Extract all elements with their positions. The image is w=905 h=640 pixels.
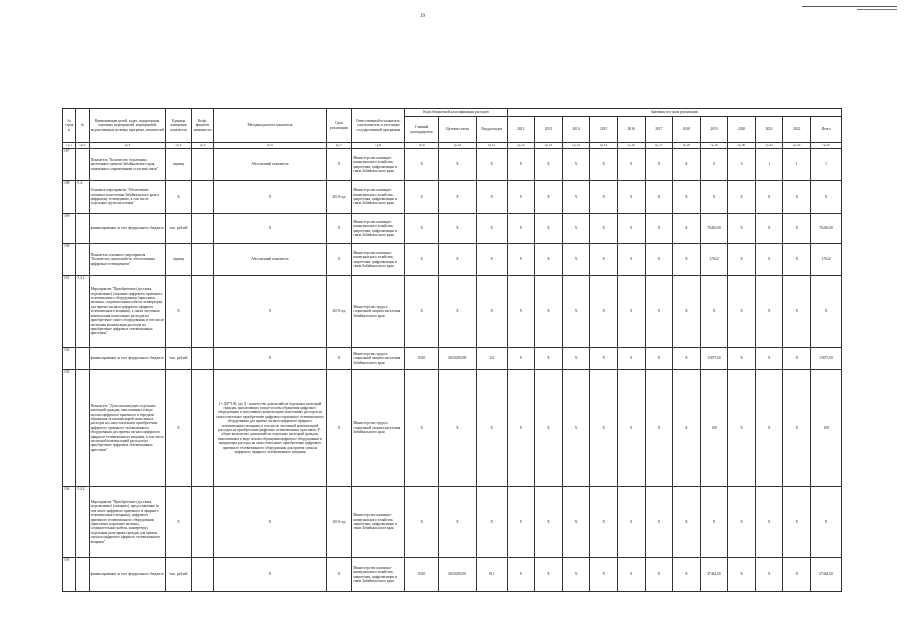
method-cell: X	[214, 276, 326, 348]
header-grbs: Главный распорядитель	[405, 117, 439, 143]
header-year: 2018	[673, 117, 701, 143]
year-value-cell: X	[673, 487, 701, 558]
coefficient-cell	[191, 181, 213, 214]
grbs-cell: X	[405, 244, 439, 276]
year-value-cell: X	[783, 558, 811, 592]
column-number: гр.23	[811, 143, 842, 149]
year-value-cell: X	[645, 214, 673, 244]
executor-cell: Министерство труда и социальной защиты населения Забайкальского края	[352, 348, 405, 370]
year-value-cell: X	[590, 276, 618, 348]
row-number-cell: 190	[63, 244, 76, 276]
column-number: гр.8	[352, 143, 405, 149]
year-value-cell: 76450,00	[700, 214, 728, 244]
year-value-cell: X	[645, 370, 673, 487]
total-value-cell: 47464,00	[811, 558, 842, 592]
target-item-cell: X	[439, 181, 477, 214]
table-row	[63, 558, 842, 592]
item-name-cell: Мероприятие "Приобретение (доставка, подключение) (оказание цифрового приемного телевизионного оборудования (приставки, антенны, соединительные кабели, конвертеры) для приема сигнала цифрового эфирного телевизионного вещания), а также частичная компенсация понесенных расходов на приобретение такого оборудования, в том числе частичная компенсация расходов на приобретение цифровых телевизионных приставок"	[89, 276, 166, 348]
item-number-cell	[76, 214, 89, 244]
year-value-cell: X	[783, 244, 811, 276]
table-row	[63, 370, 842, 487]
year-value-cell: X	[728, 487, 756, 558]
year-value-cell: X	[535, 181, 563, 214]
term-cell: X	[326, 348, 352, 370]
grbs-cell: X	[405, 214, 439, 244]
executor-cell: Министерство труда и социальной защиты населения Забайкальского края	[352, 276, 405, 348]
header-values-by-year: Значения по годам реализации	[507, 109, 841, 117]
header-expense-type: Вид расходов	[476, 117, 507, 143]
expense-type-cell: X	[476, 487, 507, 558]
unit-cell: единиц	[166, 149, 192, 181]
term-cell: X	[326, 370, 352, 487]
method-cell: Абсолютный показатель	[214, 244, 326, 276]
expense-type-cell: X	[476, 181, 507, 214]
year-value-cell: X	[507, 348, 535, 370]
grbs-cell: X	[405, 276, 439, 348]
year-value-cell: X	[755, 214, 783, 244]
year-value-cell: X	[507, 149, 535, 181]
method-cell: X	[214, 558, 326, 592]
header-year: 2016	[617, 117, 645, 143]
year-value-cell: X	[755, 370, 783, 487]
coefficient-cell	[191, 370, 213, 487]
method-cell: I = Д/Р*100, где Д - количество домохозяйств отдельных категорий граждан, выплативших в виде оплаты обращения цифрового оборудования и получивших компенсацию понесенных расходов на самостоятельное приобретение цифрового приемного телевизионного оборудования для приема сигнала цифрового эфирного телевизионного вещания, в том числе частичной компенсацией расходов на приобретение цифровых телевизионных приставок; Р - общее количество домохозяйств отдельных категорий граждан, выплативших в виде оплаты обращения цифрового оборудования и ожидающих расходы на самостоятельное приобретение цифрового приемного телевизионного оборудования для приема сигнала цифрового эфирного телевизионного вещания	[214, 370, 326, 487]
year-value-cell: X	[755, 244, 783, 276]
unit-cell: X	[166, 276, 192, 348]
grbs-cell: X	[405, 181, 439, 214]
coefficient-cell	[191, 149, 213, 181]
item-number-cell	[76, 558, 89, 592]
item-number-cell	[76, 348, 89, 370]
unit-cell: X	[166, 487, 192, 558]
year-value-cell: X	[590, 558, 618, 592]
header-year: 2020	[728, 117, 756, 143]
year-value-cell: X	[700, 487, 728, 558]
row-number-cell: 193	[63, 370, 76, 487]
column-number: гр.4	[166, 143, 192, 149]
year-value-cell: X	[728, 370, 756, 487]
term-cell: X	[326, 149, 352, 181]
grbs-cell: 8410	[405, 348, 439, 370]
item-number-cell: 5.4.2.	[76, 487, 89, 558]
coefficient-cell	[191, 487, 213, 558]
column-number: гр.5	[191, 143, 213, 149]
year-value-cell: X	[535, 149, 563, 181]
column-number: гр.2	[76, 143, 89, 149]
year-value-cell: X	[755, 348, 783, 370]
column-number: гр.1	[63, 143, 76, 149]
method-cell: X	[214, 348, 326, 370]
year-value-cell: X	[783, 487, 811, 558]
target-item-cell: 0650450291	[439, 558, 477, 592]
coefficient-cell	[191, 276, 213, 348]
year-value-cell: X	[728, 348, 756, 370]
column-number: гр.16	[617, 143, 645, 149]
year-value-cell: X	[507, 181, 535, 214]
year-value-cell: X	[617, 487, 645, 558]
term-cell: 2019 год	[326, 276, 352, 348]
method-cell: X	[214, 181, 326, 214]
year-value-cell: X	[535, 276, 563, 348]
executor-cell: Министерство труда и социальной защиты населения Забайкальского края	[352, 370, 405, 487]
table-row	[63, 244, 842, 276]
unit-cell: X	[166, 181, 192, 214]
term-cell: 2019 год	[326, 487, 352, 558]
method-cell: X	[214, 214, 326, 244]
year-value-cell: X	[590, 348, 618, 370]
row-number-cell: 189	[63, 214, 76, 244]
year-value-cell: X	[617, 370, 645, 487]
page-number: 19	[420, 14, 425, 19]
header-total: Итого	[811, 117, 842, 143]
expense-type-cell: 811	[476, 558, 507, 592]
expense-type-cell: X	[476, 276, 507, 348]
expense-type-cell: X	[476, 149, 507, 181]
column-number: гр.18	[673, 143, 701, 149]
column-number: гр.17	[645, 143, 673, 149]
year-value-cell: X	[617, 149, 645, 181]
header-budget-codes: Коды бюджетной классификации расходов	[405, 109, 507, 117]
item-name-cell: финансирование за счет федерального бюджета	[89, 214, 166, 244]
executor-cell: Министерство жилищно-коммунального хозяйства, энергетики, цифровизации и связи Забайкальского края	[352, 181, 405, 214]
executor-cell: Министерство жилищно-коммунального хозяйства, энергетики, цифровизации и связи Забайкальского края	[352, 149, 405, 181]
column-number: гр.6	[214, 143, 326, 149]
header-method: Методика расчета показателя	[214, 109, 326, 143]
total-value-cell: 100	[811, 370, 842, 487]
column-number: гр.11	[476, 143, 507, 149]
item-name-cell: Показатель основного мероприятия "Количество домохозяйств, обеспеченных цифровым телевидением"	[89, 244, 166, 276]
table-row	[63, 487, 842, 558]
year-value-cell: X	[645, 558, 673, 592]
year-value-cell: X	[590, 370, 618, 487]
unit-cell: %	[166, 370, 192, 487]
target-item-cell: X	[439, 149, 477, 181]
header-year: 2014	[562, 117, 590, 143]
header-year: 2017	[645, 117, 673, 143]
item-name-cell: Мероприятие "Приобретение (доставка, подключение) (оказание), предоставление (в том числе цифрового приемного и эфирного телевизионного вещания), цифрового приемного телевизионного оборудования (приставки, наружные антенны, соединительные кабели, конвертеры) отдельным категориям граждан для приема сигнала цифрового эфирного телевизионного вещания"	[89, 487, 166, 558]
expense-type-cell: 321	[476, 348, 507, 370]
column-number: гр.22	[783, 143, 811, 149]
year-value-cell: X	[590, 487, 618, 558]
year-value-cell: X	[673, 181, 701, 214]
executor-cell: Министерство жилищно-коммунального хозяйства, энергетики, цифровизации и связи Забайкальского края	[352, 558, 405, 592]
corner-line-short	[857, 9, 897, 10]
year-value-cell: X	[728, 276, 756, 348]
year-value-cell: X	[535, 558, 563, 592]
year-value-cell: X	[673, 276, 701, 348]
grbs-cell: X	[405, 370, 439, 487]
expense-type-cell: X	[476, 244, 507, 276]
year-value-cell: X	[507, 370, 535, 487]
header-coefficient: Коэф-фициент значимости	[191, 109, 213, 143]
column-number: гр.10	[439, 143, 477, 149]
table-body	[63, 149, 842, 592]
item-name-cell: Основное мероприятие "Обеспечение готовности населения Забайкальского края к цифровому телевидению, в том числе отдельных групп населения"	[89, 181, 166, 214]
header-term: Срок реализации	[326, 109, 352, 143]
year-value-cell: X	[783, 370, 811, 487]
item-number-cell	[76, 244, 89, 276]
method-cell: X	[214, 487, 326, 558]
year-value-cell: X	[507, 214, 535, 244]
program-table	[62, 108, 842, 592]
header-executor: Ответственный исполнитель, соисполнитель и участники государственной программы	[352, 109, 405, 143]
term-cell: X	[326, 214, 352, 244]
header-year: 2015	[590, 117, 618, 143]
expense-type-cell: X	[476, 214, 507, 244]
column-number: гр.14	[562, 143, 590, 149]
table-row	[63, 276, 842, 348]
header-year: 2012	[507, 117, 535, 143]
term-cell: X	[326, 244, 352, 276]
header-unit: Единица измерения показателя	[166, 109, 192, 143]
target-item-cell: X	[439, 214, 477, 244]
coefficient-cell	[191, 558, 213, 592]
item-name-cell: Показатель "Количество отдаленных населенных пунктов Забайкальского края, охваченных современными услугами связи"	[89, 149, 166, 181]
year-value-cell: X	[590, 244, 618, 276]
target-item-cell: X	[439, 276, 477, 348]
column-number: гр.21	[755, 143, 783, 149]
header-year: 2013	[535, 117, 563, 143]
table-row	[63, 214, 842, 244]
header-name: Наименование целей, задач, подпрограмм, основных мероприятий, мероприятий, ведомственных целевых программ, показателей	[89, 109, 166, 143]
executor-cell: Министерство жилищно-коммунального хозяйства, энергетики, цифровизации и связи Забайкальского края	[352, 214, 405, 244]
year-value-cell: X	[617, 181, 645, 214]
total-value-cell: 27624	[811, 244, 842, 276]
year-value-cell: X	[755, 181, 783, 214]
year-value-cell: X	[590, 181, 618, 214]
year-value-cell: X	[645, 348, 673, 370]
year-value-cell: X	[535, 348, 563, 370]
executor-cell: Министерство жилищно-коммунального хозяйства, энергетики, цифровизации и связи Забайкальского края	[352, 244, 405, 276]
year-value-cell: X	[673, 244, 701, 276]
header-year: 2019	[700, 117, 728, 143]
row-number-cell: 194	[63, 487, 76, 558]
grbs-cell: X	[405, 487, 439, 558]
column-number: гр.12	[507, 143, 535, 149]
column-number: гр.3	[89, 143, 166, 149]
target-item-cell: X	[439, 244, 477, 276]
unit-cell: тыс. рублей	[166, 214, 192, 244]
year-value-cell: X	[562, 181, 590, 214]
column-number: гр.7	[326, 143, 352, 149]
table-row	[63, 348, 842, 370]
year-value-cell: X	[507, 558, 535, 592]
total-value-cell: X	[811, 181, 842, 214]
year-value-cell: X	[617, 244, 645, 276]
total-value-cell: 13875,00	[811, 348, 842, 370]
header-year: 2021	[755, 117, 783, 143]
year-value-cell: X	[645, 149, 673, 181]
year-value-cell: X	[728, 558, 756, 592]
column-number: гр.19	[700, 143, 728, 149]
year-value-cell: X	[617, 276, 645, 348]
coefficient-cell	[191, 214, 213, 244]
year-value-cell: 47464,00	[700, 558, 728, 592]
year-value-cell: X	[673, 348, 701, 370]
executor-cell: Министерство жилищно-коммунального хозяйства, энергетики, цифровизации и связи Забайкальского края	[352, 487, 405, 558]
year-value-cell: X	[535, 244, 563, 276]
year-value-cell: X	[562, 276, 590, 348]
row-number-cell: 188	[63, 181, 76, 214]
term-cell: 2019 год	[326, 181, 352, 214]
year-value-cell: X	[783, 214, 811, 244]
year-value-cell: 100	[700, 370, 728, 487]
year-value-cell: X	[783, 348, 811, 370]
coefficient-cell	[191, 244, 213, 276]
year-value-cell: X	[535, 214, 563, 244]
year-value-cell: X	[673, 149, 701, 181]
year-value-cell: X	[755, 276, 783, 348]
method-cell: Абсолютный показатель	[214, 149, 326, 181]
coefficient-cell	[191, 348, 213, 370]
year-value-cell: 0	[728, 149, 756, 181]
item-name-cell: финансирование за счет федерального бюджета	[89, 348, 166, 370]
year-value-cell: 0	[700, 149, 728, 181]
year-value-cell: X	[700, 276, 728, 348]
corner-line	[802, 6, 897, 7]
year-value-cell: X	[673, 370, 701, 487]
year-value-cell: X	[783, 181, 811, 214]
row-number-cell: 195	[63, 558, 76, 592]
year-value-cell: X	[645, 276, 673, 348]
year-value-cell: X	[562, 487, 590, 558]
year-value-cell: X	[645, 487, 673, 558]
year-value-cell: X	[755, 558, 783, 592]
year-value-cell: X	[507, 276, 535, 348]
row-number-cell: 187	[63, 149, 76, 181]
header-year: 2022	[783, 117, 811, 143]
year-value-cell: X	[755, 487, 783, 558]
item-name-cell: финансирование за счет федерального бюджета	[89, 558, 166, 592]
year-value-cell: X	[617, 348, 645, 370]
column-number: гр.20	[728, 143, 756, 149]
year-value-cell: X	[617, 214, 645, 244]
unit-cell: тыс. рублей	[166, 348, 192, 370]
year-value-cell: X	[617, 558, 645, 592]
total-value-cell: X	[811, 276, 842, 348]
item-number-cell: 5.4.	[76, 181, 89, 214]
year-value-cell: X	[562, 348, 590, 370]
column-number: гр.13	[535, 143, 563, 149]
year-value-cell: X	[673, 214, 701, 244]
year-value-cell: X	[562, 370, 590, 487]
item-number-cell	[76, 370, 89, 487]
year-value-cell: X	[728, 244, 756, 276]
header-number: №	[76, 109, 89, 143]
year-value-cell: 27624	[700, 244, 728, 276]
target-item-cell: 0650450290	[439, 348, 477, 370]
year-value-cell: X	[783, 276, 811, 348]
year-value-cell: 13875,00	[700, 348, 728, 370]
item-number-cell	[76, 149, 89, 181]
grbs-cell: 8410	[405, 558, 439, 592]
year-value-cell: X	[562, 214, 590, 244]
year-value-cell: X	[645, 244, 673, 276]
table-row	[63, 149, 842, 181]
target-item-cell: X	[439, 487, 477, 558]
year-value-cell: X	[673, 558, 701, 592]
header-target-item: Целевая статья	[439, 117, 477, 143]
grbs-cell: X	[405, 149, 439, 181]
column-number: гр.15	[590, 143, 618, 149]
year-value-cell: X	[700, 181, 728, 214]
unit-cell: единиц	[166, 244, 192, 276]
total-value-cell: X	[811, 487, 842, 558]
total-value-cell: 1	[811, 149, 842, 181]
year-value-cell: X	[507, 244, 535, 276]
header-row-number: № строки	[63, 109, 76, 143]
total-value-cell: 76450,00	[811, 214, 842, 244]
row-number-cell: 191	[63, 276, 76, 348]
year-value-cell: X	[645, 181, 673, 214]
year-value-cell: X	[562, 558, 590, 592]
year-value-cell: X	[535, 370, 563, 487]
table-row	[63, 181, 842, 214]
target-item-cell: X	[439, 370, 477, 487]
year-value-cell: 1	[783, 149, 811, 181]
year-value-cell: X	[562, 149, 590, 181]
year-value-cell: X	[590, 214, 618, 244]
row-number-cell: 192	[63, 348, 76, 370]
item-number-cell: 5.4.1.	[76, 276, 89, 348]
column-number: гр.9	[405, 143, 439, 149]
year-value-cell: X	[728, 214, 756, 244]
expense-type-cell: X	[476, 370, 507, 487]
year-value-cell: X	[535, 487, 563, 558]
year-value-cell: X	[590, 149, 618, 181]
unit-cell: тыс. рублей	[166, 558, 192, 592]
year-value-cell: X	[562, 244, 590, 276]
year-value-cell: X	[507, 487, 535, 558]
year-value-cell: 1	[755, 149, 783, 181]
term-cell: X	[326, 558, 352, 592]
year-value-cell: X	[728, 181, 756, 214]
item-name-cell: Показатель "Доля малоимущих отдельных категорий граждан, выплативших в виде оплаты цифрового приемного и передачи обращения за компенсацией понесенных расходов на самостоятельное приобретение цифрового приемного телевизионного оборудования для приема сигнала цифрового эфирного телевизионного вещания, в том числе частичной компенсацией расходов на приобретение цифровых телевизионных приставок"	[89, 370, 166, 487]
